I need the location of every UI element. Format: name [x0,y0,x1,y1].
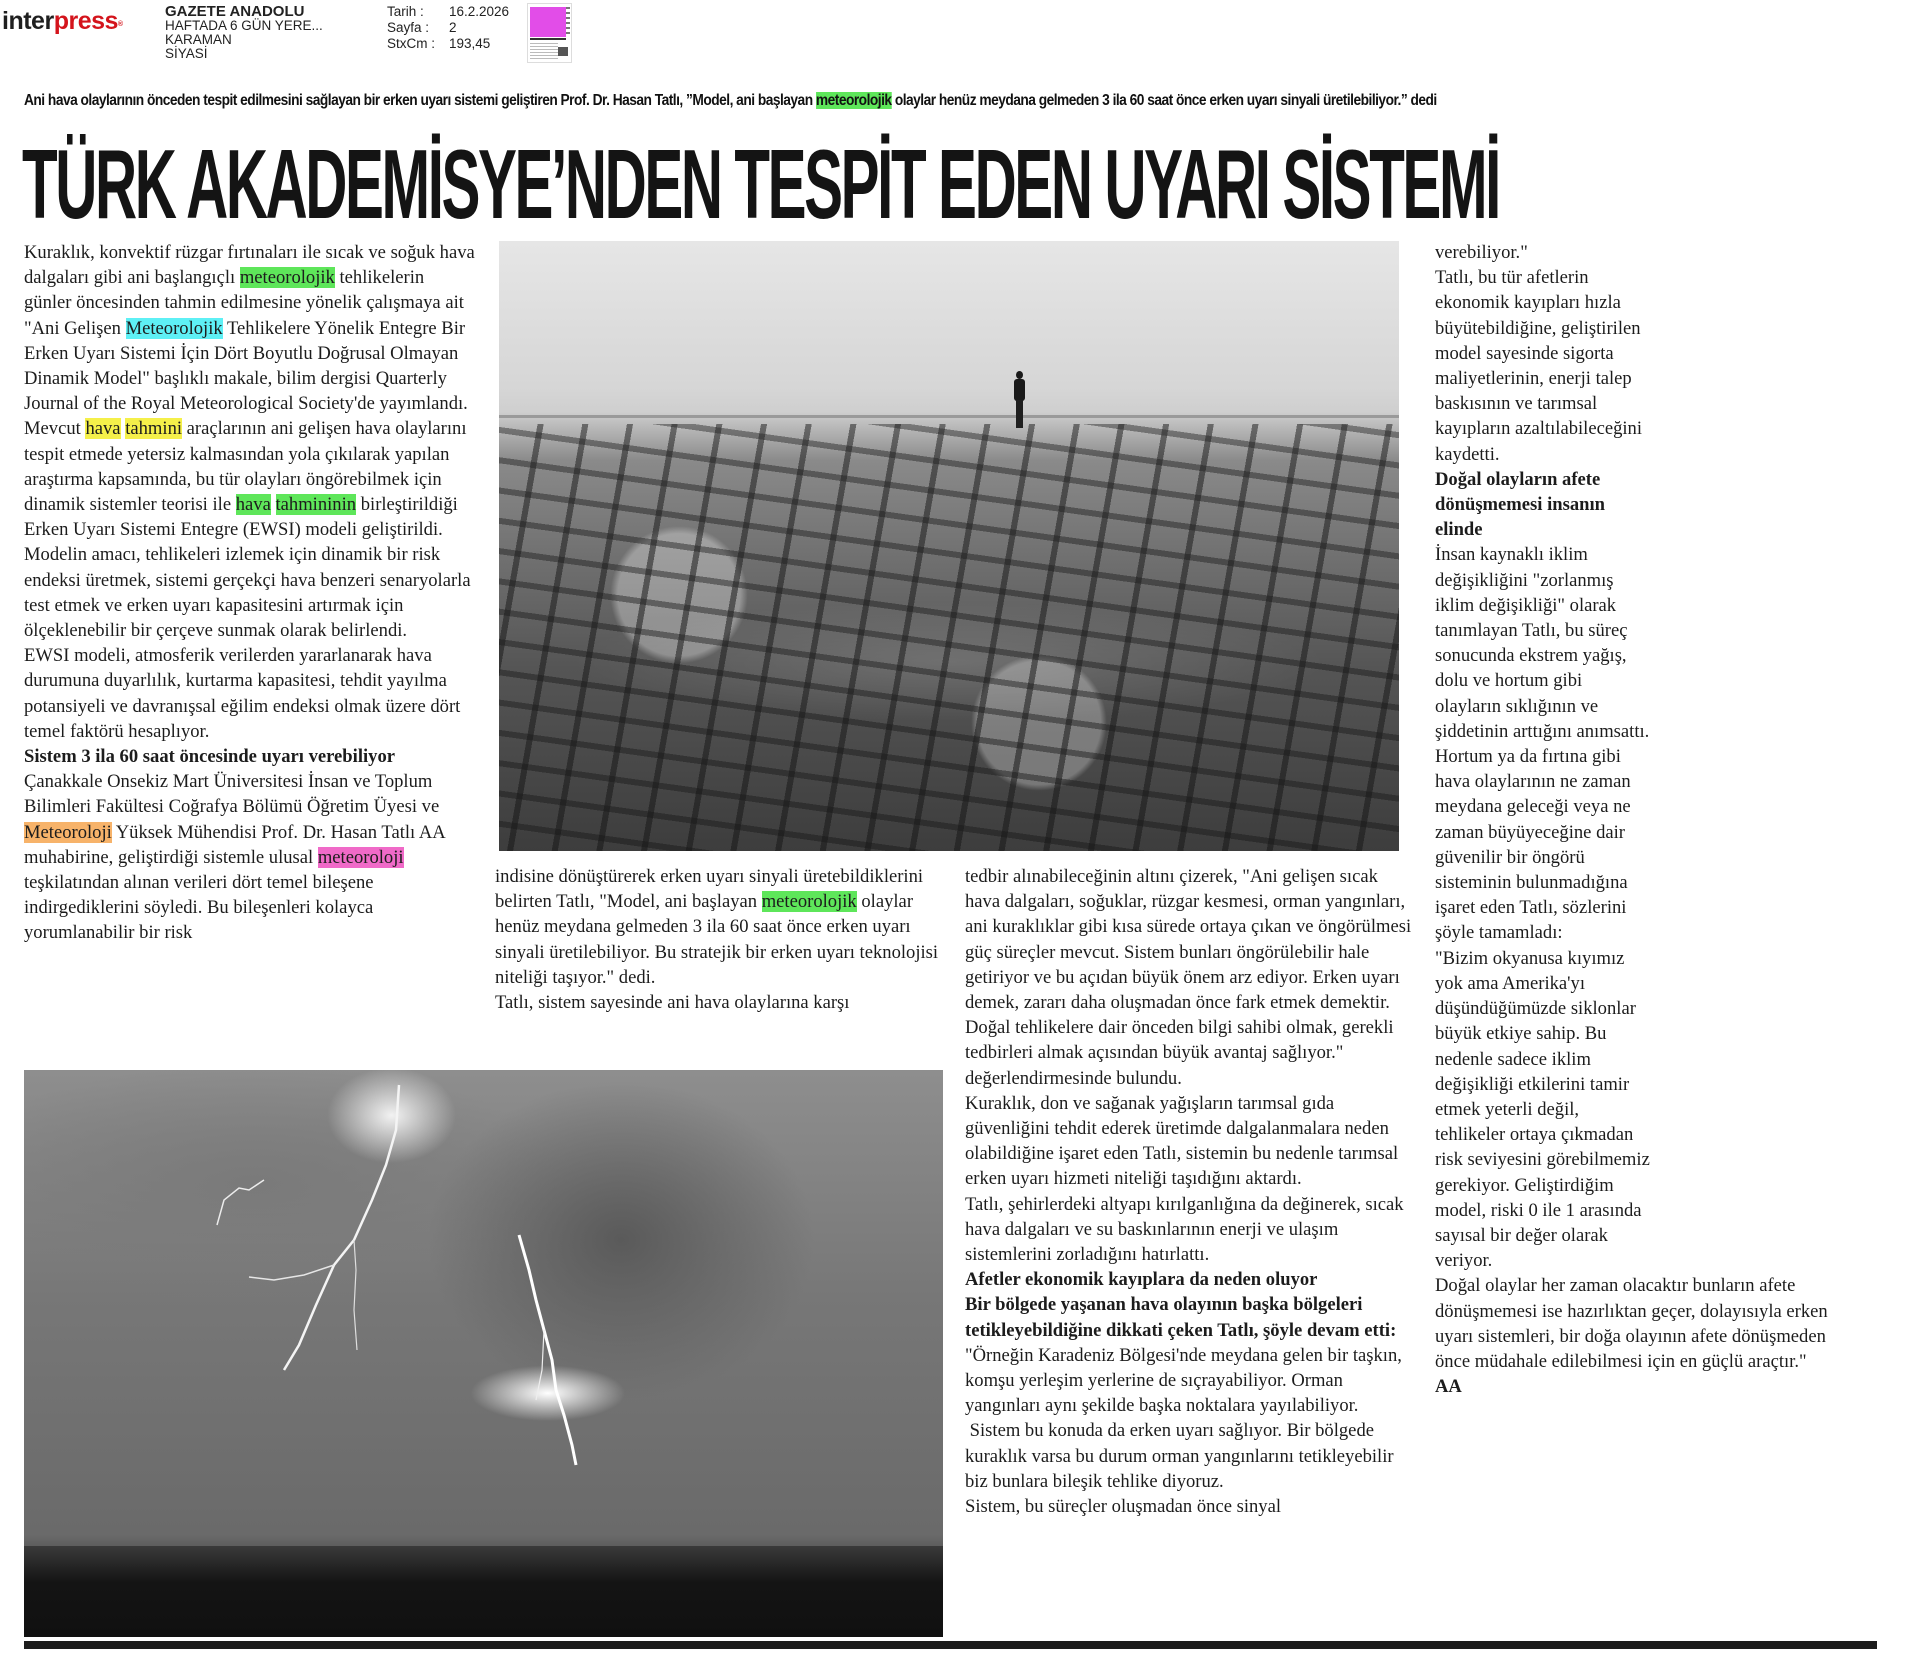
keyword-highlight: Meteoroloji [24,821,112,843]
keyword-highlight: meteoroloji [317,846,404,868]
person-legs [1016,400,1023,428]
keyword-highlight: tahmininin [275,494,357,516]
keyword-highlight: meteorolojik [815,92,892,109]
paragraph: verebiliyor." [1435,242,1528,263]
article-column-2 [495,864,950,1015]
meta-stxcm: StxCm : 193,45 [387,36,491,51]
paragraph: indisine dönüştürerek erken uyarı sinyali üretebildiklerini belirten Tatlı, "Model, ani başlayan meteorolojik olaylar henüz meydana gelmeden 3 ila 60 saat önce erken uyarı sinyali üretilebiliyor. Bu stratejik bir erken uyarı teknolojisi niteliği taşıyor." dedi. [495,866,939,988]
paragraph: Tatlı, şehirlerdeki altyapı kırılganlığına da değinerek, sıcak hava dalgaları ve su baskınlarının enerji ve ulaşım sistemlerini zorladığını hatırlattı. [965,1193,1404,1266]
byline: AA [1435,1376,1462,1398]
paragraph: Sistem, bu süreçler oluşmadan önce sinyal [965,1496,1282,1518]
thumbnail-headline [530,38,566,40]
paragraph: Çanakkale Onsekiz Mart Üniversitesi İnsan ve Toplum Bilimleri Fakültesi Coğrafya Bölümü Öğretim Üyesi ve Meteoroloji Yüksek Mühendisi Prof. Dr. Hasan Tatlı AA muhabirine, geliştirdiği sistemle ulusal meteoroloji teşkilatından alınan verileri dört temel bileşene indirgediklerini söyledi. Bu bileşenleri kolayca yorumlanabilir bir risk [24,771,445,944]
bottom-rule [24,1641,1877,1649]
paragraph: tedbir alınabileceğinin altını çizerek, "Ani gelişen sıcak hava dalgaları, soğuklar, rüzgar kesmesi, orman yangınları, ani kuraklıklar gibi kısa sürede ortaya çıkan ve öngörülmesi güç süreçler mevcut. Sistem bunları öngörülebilir hale getiriyor ve bu açıdan büyük önem arz ediyor. Erken uyarı demek, zararı daha oluşmadan önce fark etmek demektir. Doğal tehlikelere dair önceden bilgi sahibi olmak, gerekli tedbirleri almak açısından büyük avantaj sağlıyor." değerlendirmesinde bulundu. [965,866,1412,1089]
paragraph: Modelin amacı, tehlikeleri izlemek için dinamik bir risk endeksi üretmek, sistemi gerçekçi hava benzeri senaryolarla test etmek ve erken uyarı kapasitesini artırmak için ölçeklenebilir bir çerçeve sunmak olarak belirlendi. [24,544,471,642]
thumbnail-highlight [530,7,566,37]
subheading: Bir bölgede yaşanan hava olayının başka bölgeleri tetikleyebildiğine dikkati çeken Tatlı, şöyle devam etti: [965,1294,1397,1341]
paragraph: Tatlı, bu tür afetlerin ekonomik kayıpları hızla büyütebildiğine, geliştirilen model sayesinde sigorta maliyetlerinin, enerji talep baskısının ve tarımsal kayıpların azaltılabileceğini kaydetti. [1435,267,1643,465]
article-spot: Ani hava olaylarının önceden tespit edilmesini sağlayan bir erken uyarı sistemi geliştiren Prof. Dr. Hasan Tatlı, ”Model, ani başlayan meteorolojik olaylar henüz meydana gelmeden 3 ila 60 saat önce erken uyarı sinyali üretilebiliyor.” dedi [24,92,1437,109]
paragraph: Kuraklık, don ve sağanak yağışların tarımsal gıda güvenliğini tehdit ederek üretimde dalgalanmalara neden olabildiğine işaret eden Tatlı, sistemin bu nedenle tarımsal erken uyarı hizmeti niteliği taşıdığını aktardı. [965,1092,1399,1190]
cracked-earth [499,424,1399,851]
drought-photo [499,241,1399,851]
paragraph: "Bizim okyanusa kıyımız yok ama Amerika'yı düşündüğümüzde siklonlar büyük etkiye sahip. Bu nedenle sadece iklim değişikliği etkilerini tamir etmek yeterli değil, tehlikeler ortaya çıkmadan risk seviyesini görebilmemiz gerekiyor. Geliştirdiğim model, riski 0 ile 1 arasında sayısal bir değer olarak veriyor. [1435,947,1650,1272]
keyword-highlight: hava [235,494,271,516]
paragraph: Sistem bu konuda da erken uyarı sağlıyor. Bir bölgede kuraklık varsa bu durum orman yangınlarını tetikleyebilir biz bunlara bileşik tehlike diyoruz. [965,1420,1399,1492]
thumbnail-text [530,43,558,59]
person-head [1016,371,1023,379]
dark-horizon-ground [24,1546,943,1637]
publication-category: SİYASİ [165,46,208,61]
article-column-1 [24,240,476,946]
paragraph: "Örneğin Karadeniz Bölgesi'nde meydana gelen bir taşkın, komşu yerleşim yerlerine de sıçrayabiliyor. Orman yangınları aynı şekilde başka noktalara yayılabiliyor. [965,1344,1402,1417]
paragraph: Mevcut hava tahmini araçlarının ani gelişen hava olaylarını tespit etmede yetersiz kalmasından yola çıkılarak yapılan araştırma kapsamında, bu tür olayları öngörebilmek için dinamik sistemler teorisi ile hava tahmininin birleştirildiği Erken Uyarı Sistemi Entegre (EWSI) modeli geliştirildi. [24,418,467,541]
keyword-highlight: meteorolojik [239,267,335,289]
narrow-column-block [1435,240,1650,1273]
keyword-highlight: hava [85,418,121,440]
paragraph: Kuraklık, konvektif rüzgar fırtınaları ile sıcak ve soğuk hava dalgaları gibi ani başlangıçlı meteorolojik tehlikelerin günler öncesinden tahmin edilmesine yönelik çalışmaya ait "Ani Gelişen Meteorolojik Tehlikelere Yönelik Entegre Bir Erken Uyarı Sistemi İçin Dört Boyutlu Doğrusal Olmayan Dinamik Model" başlıklı makale, bilim dergisi Quarterly Journal of the Royal Meteorological Society'de yayımlandı. [24,242,475,415]
clipping-meta [387,4,509,52]
subheading: Sistem 3 ila 60 saat öncesinde uyarı verebiliyor [24,746,395,768]
meta-date: Tarih : 16.2.2026 [387,4,510,19]
article-column-3 [965,864,1417,1519]
publication-info [165,5,323,61]
paragraph: Doğal olaylar her zaman olacaktır bunların afete dönüşmemesi ise hazırlıktan geçer, dolayısıyla erken uyarı sistemleri, bir doğa olayının afete dönüşmeden önce müdahale edilebilmesi için en güçlü araçtır." [1435,1275,1828,1372]
publication-name: GAZETE ANADOLU [165,3,305,20]
paragraph: EWSI modeli, atmosferik verilerden yararlanarak hava durumuna duyarlılık, kurtarma kapasitesi, tehdit yayılma potansiyeli ve davranışsal eğilim endeksi olmak üzere dört temel faktörü hesaplıyor. [24,645,461,742]
interpress-logo: interpress® [2,7,123,35]
article-headline: TÜRK AKADEMİSYE’NDEN TESPİT EDEN UYARI SİSTEMİ [22,129,1499,239]
article-column-4 [1435,240,1855,1399]
keyword-highlight: meteorolojik [761,891,857,913]
paragraph: Tatlı, sistem sayesinde ani hava olaylarına karşı [495,992,850,1014]
subheading: Afetler ekonomik kayıplara da neden oluyor [965,1269,1318,1291]
publication-frequency: HAFTADA 6 GÜN YERE... [165,18,323,33]
thumbnail-column [566,7,570,37]
publication-city: KARAMAN [165,32,232,47]
page-thumbnail-icon[interactable] [527,3,572,63]
photo-horizon [499,415,1399,418]
keyword-highlight: tahmini [125,418,183,440]
subheading: Doğal olayların afete dönüşmemesi insanın elinde [1435,468,1605,541]
keyword-highlight: Meteorolojik [125,317,223,339]
person-torso [1014,379,1025,401]
paragraph: Hortum ya da fırtına gibi hava olaylarının ne zaman meydana geleceği veya ne zaman büyüyeceğine dair güvenilir bir öngörü sisteminin bulunmadığına işaret eden Tatlı, sözlerini şöyle tamamladı: [1435,746,1631,944]
meta-page: Sayfa : 2 [387,20,457,35]
thumbnail-photo [558,47,568,56]
paragraph: İnsan kaynaklı iklim değişikliğini "zorlanmış iklim değişikliği" olarak tanımlayan Tatlı, bu süreç sonucunda ekstrem yağış, dolu ve hortum gibi olayların sıklığının ve şiddetinin arttığını anımsattı. [1435,544,1650,742]
lightning-storm-photo [24,1070,943,1637]
walking-person [1012,371,1026,429]
